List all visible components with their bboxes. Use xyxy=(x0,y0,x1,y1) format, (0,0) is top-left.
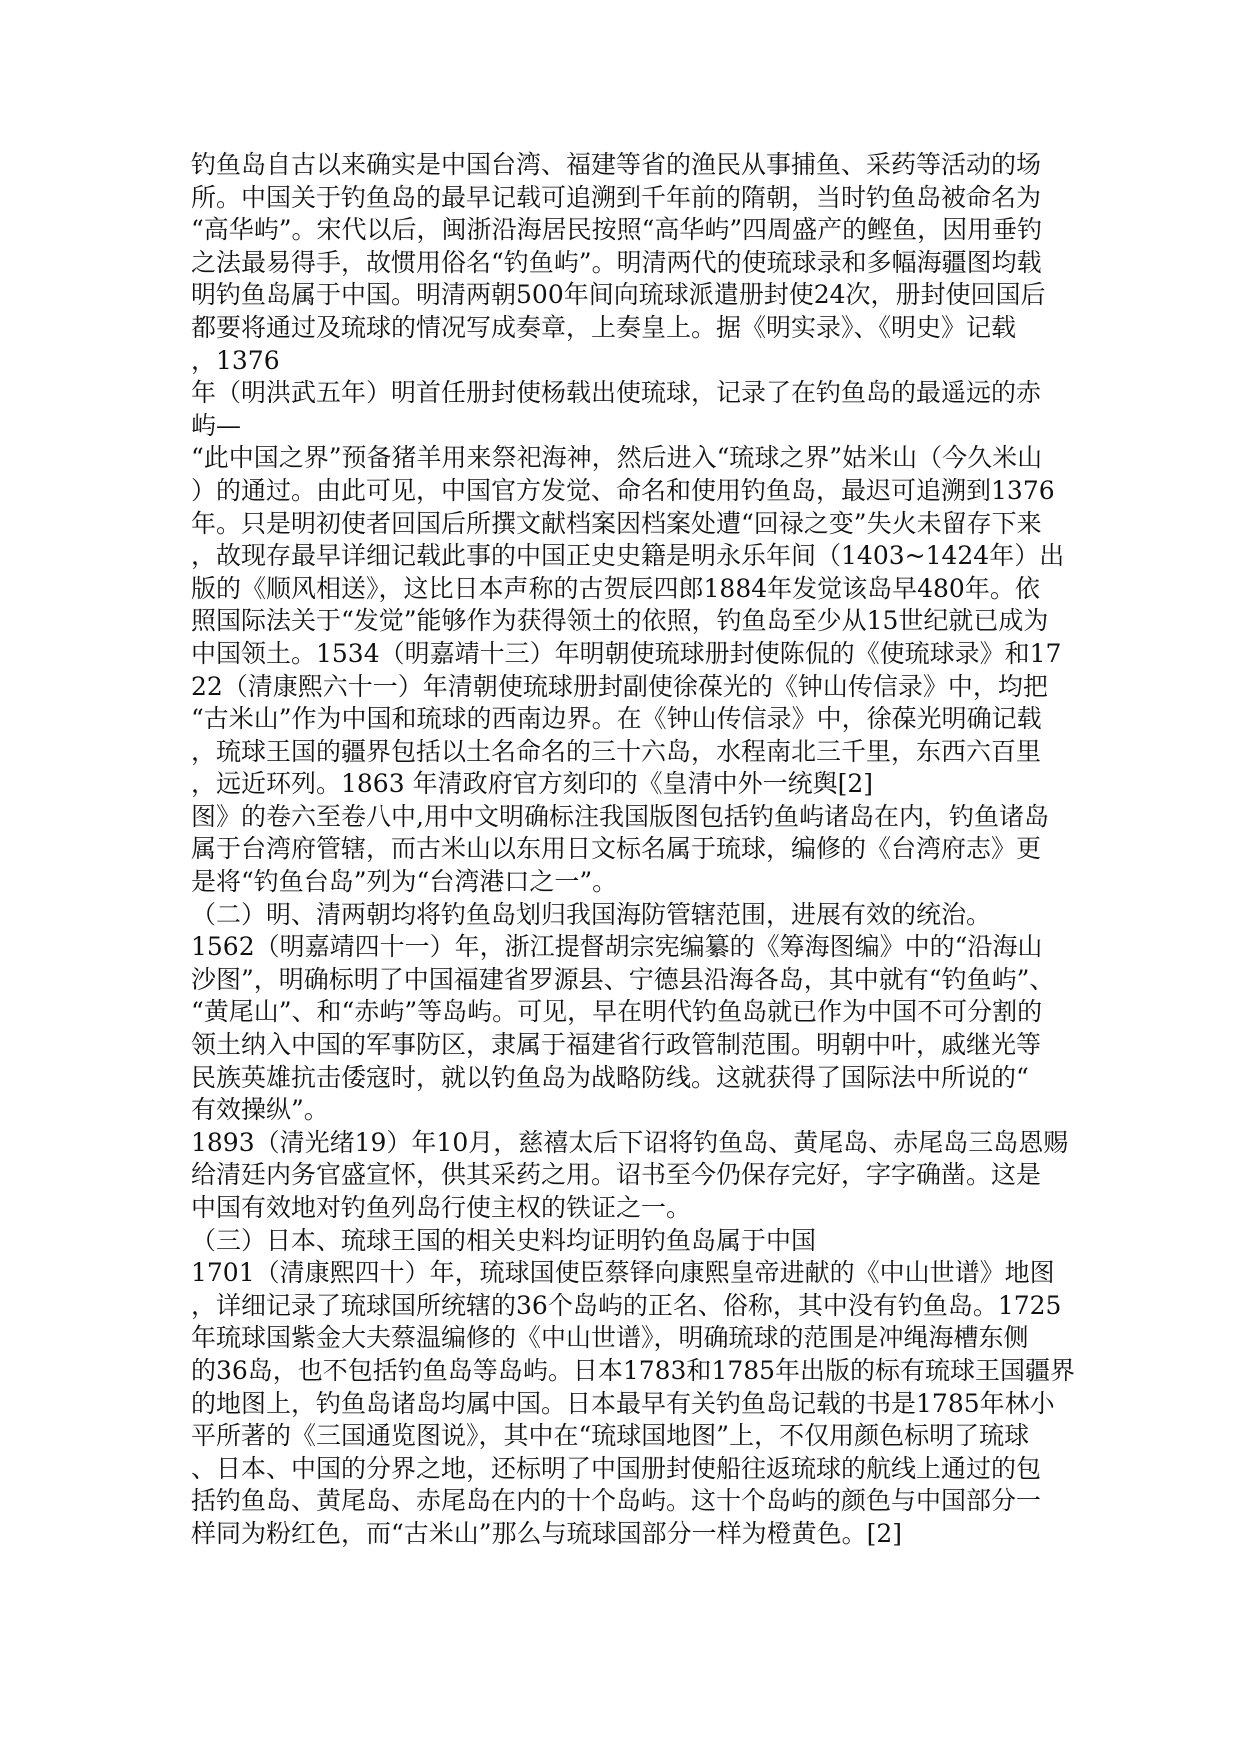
text-line: 版的《顺风相送》，这比日本声称的古贺辰四郎1884年发觉该岛早480年。依 xyxy=(191,573,1040,603)
text-line: ，详细记录了琉球国所统辖的36个岛屿的正名、俗称，其中没有钓鱼岛。1725 xyxy=(191,1290,1062,1320)
text-line: 1701（清康熙四十）年，琉球国使臣蔡铎向康熙皇帝进献的《中山世谱》地图 xyxy=(191,1258,1055,1288)
text-line: （三）日本、琉球王国的相关史料均证明钓鱼岛属于中国 xyxy=(191,1225,817,1255)
text-line: “黄尾山”、和“赤屿”等岛屿。可见，早在明代钓鱼岛就已作为中国不可分割的 xyxy=(191,997,1043,1027)
text-line: 年（明洪武五年）明首任册封使杨载出使琉球，记录了在钓鱼岛的最遥远的赤 xyxy=(191,378,1042,408)
text-line: ，1376 xyxy=(191,345,280,375)
text-line: 的地图上，钓鱼岛诸岛均属中国。日本最早有关钓鱼岛记载的书是1785年林小 xyxy=(191,1388,1055,1418)
text-line: 平所著的《三国通览图说》，其中在“琉球国地图”上，不仅用颜色标明了琉球 xyxy=(191,1421,1030,1451)
text-line: “古米山”作为中国和琉球的西南边界。在《钟山传信录》中，徐葆光明确记载 xyxy=(191,704,1042,734)
text-line: （二）明、清两朝均将钓鱼岛划归我国海防管辖范围，进展有效的统治。 xyxy=(191,899,992,929)
text-line: 钓鱼岛自古以来确实是中国台湾、福建等省的渔民从事捕鱼、采药等活动的场 xyxy=(191,150,1042,179)
text-line: 年。只是明初使者回国后所撰文献档案因档案处遭“回禄之变”失火未留存下来 xyxy=(191,508,1042,538)
text-line: 、日本、中国的分界之地，还标明了中国册封使船往返琉球的航线上通过的包 xyxy=(191,1453,1042,1483)
text-line: 年琉球国紫金大夫蔡温编修的《中山世谱》，明确琉球的范围是冲绳海槽东侧 xyxy=(191,1323,1029,1353)
text-line: 之法最易得手，故惯用俗名“钓鱼屿”。明清两代的使琉球录和多幅海疆图均载 xyxy=(191,247,1042,277)
text-line: 图》的卷六至卷八中,用中文明确标注我国版图包括钓鱼屿诸岛在内，钓鱼诸岛 xyxy=(191,801,1049,831)
text-line: 1893（清光绪19）年10月，慈禧太后下诏将钓鱼岛、黄尾岛、赤尾岛三岛恩赐 xyxy=(191,1127,1069,1157)
document-body xyxy=(191,149,1076,1551)
text-line: “高华屿”。宋代以后，闽浙沿海居民按照“高华屿”四周盛产的鲣鱼，因用垂钓 xyxy=(191,215,1043,245)
text-line: 领土纳入中国的军事防区，隶属于福建省行政管制范围。明朝中叶，戚继光等 xyxy=(191,1030,1042,1060)
text-line: 给清廷内务官盛宣怀，供其采药之用。诏书至今仍保存完好，字字确凿。这是 xyxy=(191,1160,1042,1190)
text-line: 明钓鱼岛属于中国。明清两朝500年间向琉球派遣册封使24次，册封使回国后 xyxy=(191,280,1046,310)
text-line: ，故现存最早详细记载此事的中国正史史籍是明永乐年间（1403~1424年）出 xyxy=(191,541,1065,571)
text-line: ）的通过。由此可见，中国官方发觉、命名和使用钓鱼岛，最迟可追溯到1376 xyxy=(191,475,1055,505)
text-line: 照国际法关于“发觉”能够作为获得领土的依照，钓鱼岛至少从15世纪就已成为 xyxy=(191,606,1049,636)
text-line: 属于台湾府管辖，而古米山以东用日文标名属于琉球，编修的《台湾府志》更 xyxy=(191,834,1042,864)
text-line: 民族英雄抗击倭寇时，就以钓鱼岛为战略防线。这就获得了国际法中所说的“ xyxy=(191,1062,1029,1092)
text-line: 沙图”，明确标明了中国福建省罗源县、宁德县沿海各岛，其中就有“钓鱼屿”、 xyxy=(191,964,1055,994)
text-line: ，琉球王国的疆界包括以土名命名的三十六岛，水程南北三千里，东西六百里 xyxy=(191,736,1042,766)
text-line: 是将“钓鱼台岛”列为“台湾港口之一”。 xyxy=(191,867,618,897)
text-line: 样同为粉红色，而“古米山”那么与琉球国部分一样为橙黄色。[2] xyxy=(191,1518,902,1548)
text-line: 都要将通过及琉球的情况写成奏章，上奏皇上。据《明实录》、《明史》记载 xyxy=(191,312,1017,342)
text-line: “此中国之界”预备猪羊用来祭祀海神，然后进入“琉球之界”姑米山（今久米山 xyxy=(191,443,1043,473)
text-line: 所。中国关于钓鱼岛的最早记载可追溯到千年前的隋朝，当时钓鱼岛被命名为 xyxy=(191,182,1042,212)
text-line: 中国领土。1534（明嘉靖十三）年明朝使琉球册封使陈侃的《使琉球录》和17 xyxy=(191,638,1062,668)
text-line: 22（清康熙六十一）年清朝使琉球册封副使徐葆光的《钟山传信录》中，均把 xyxy=(191,671,1048,701)
text-line: 括钓鱼岛、黄尾岛、赤尾岛在内的十个岛屿。这十个岛屿的颜色与中国部分一 xyxy=(191,1486,1042,1516)
text-line: ，远近环列。1863 年清政府官方刻印的《皇清中外一统舆[2] xyxy=(191,769,873,799)
text-line: 屿— xyxy=(191,410,242,440)
text-line: 的36岛，也不包括钓鱼岛等岛屿。日本1783和1785年出版的标有琉球王国疆界 xyxy=(191,1355,1076,1385)
text-line: 中国有效地对钓鱼列岛行使主权的铁证之一。 xyxy=(191,1193,692,1222)
text-line: 1562（明嘉靖四十一）年，浙江提督胡宗宪编纂的《筹海图编》中的“沿海山 xyxy=(191,932,1043,962)
text-line: 有效操纵”。 xyxy=(191,1095,329,1125)
